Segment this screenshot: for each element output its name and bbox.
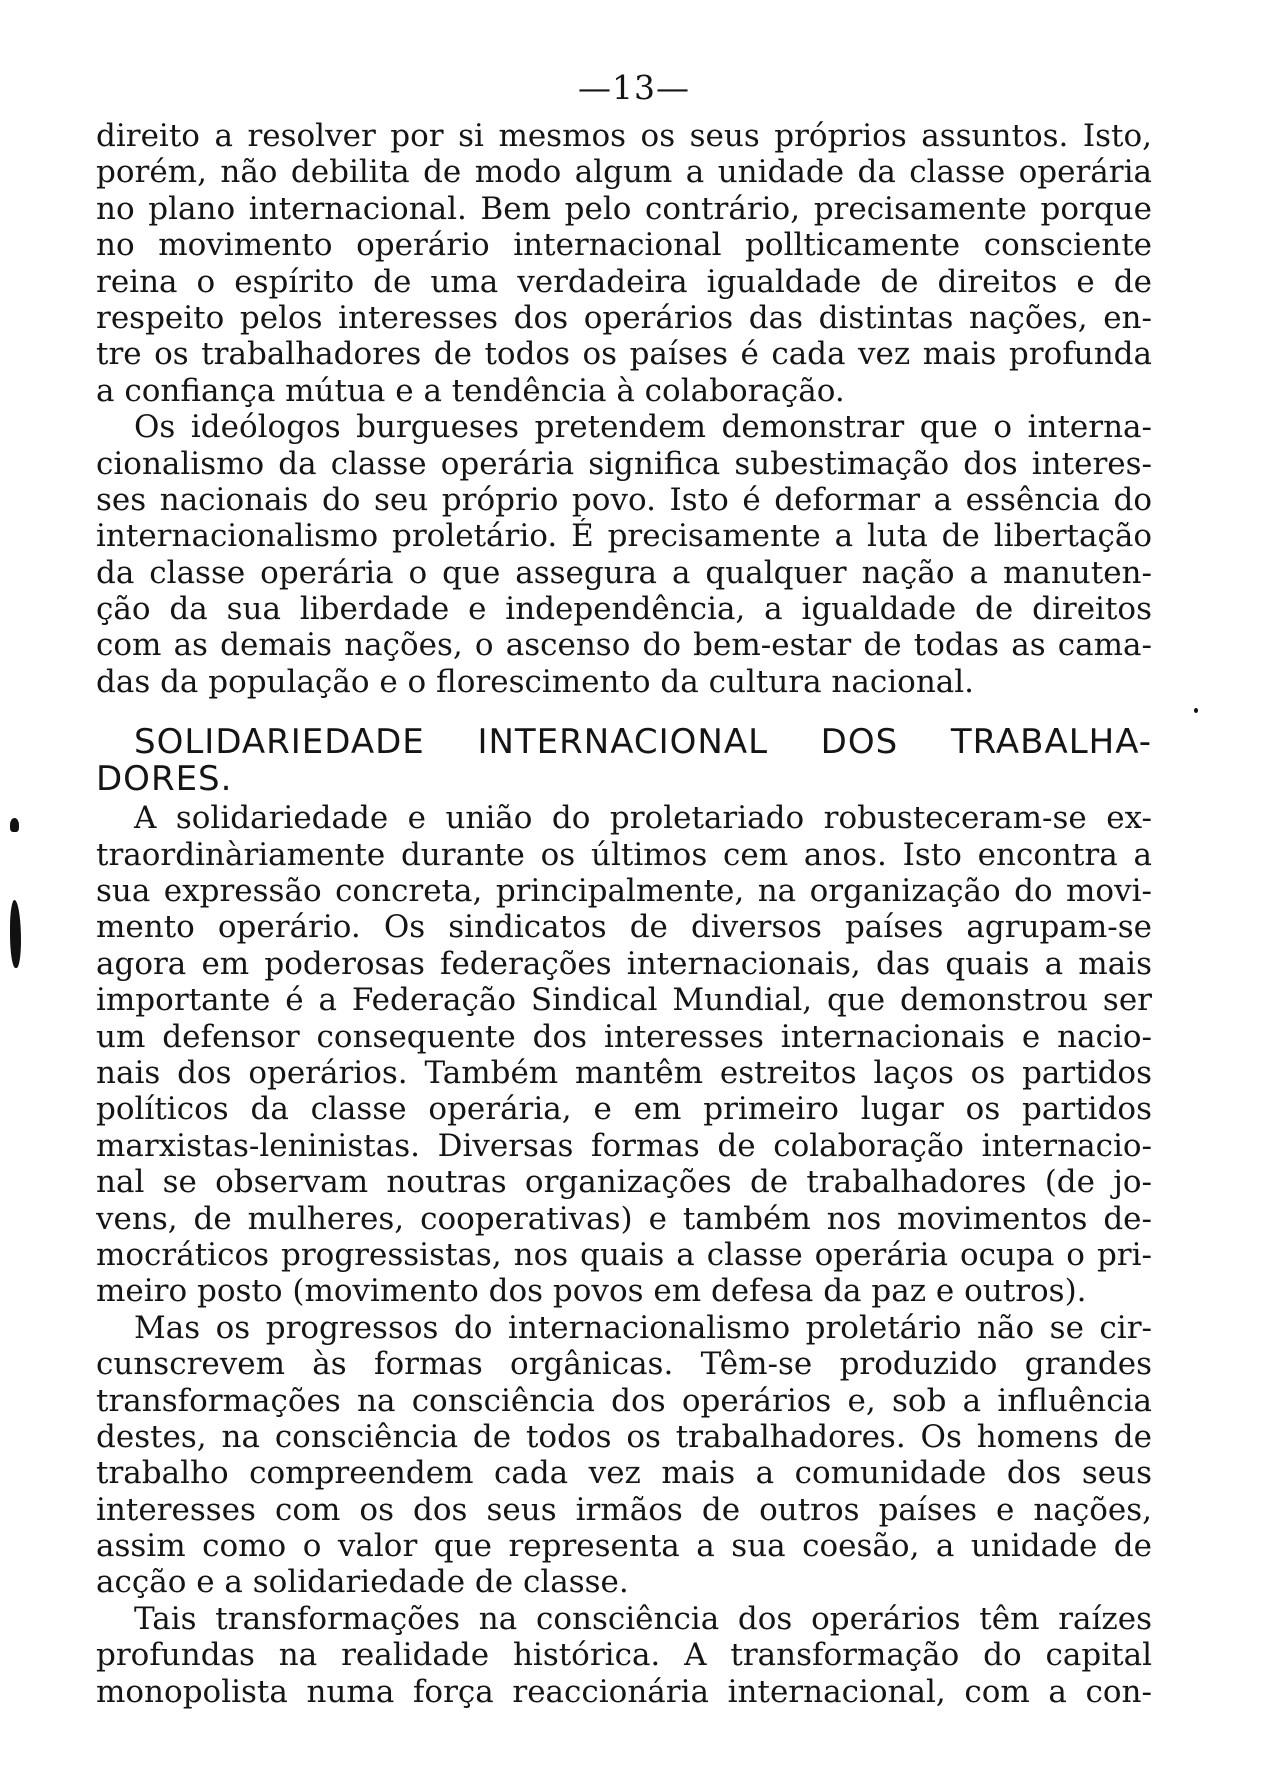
text-line: assim como o valor que representa a sua coesão, a unidade de [96,1528,1152,1565]
text-line: A solidariedade e união do proletariado robusteceram-se ex- [134,800,1152,837]
text-line: respeito pelos interesses dos operários das distintas nações, en- [96,299,1152,336]
text-line: internacionalismo proletário. É precisamente a luta de libertação [96,518,1152,555]
text-line: nal se observam noutras organizações de trabalhadores (de jo- [96,1164,1152,1201]
text-line: com as demais nações, o ascenso do bem-estar de todas as cama- [96,627,1152,664]
text-line: cionalismo da classe operária significa subestimação dos interes- [96,445,1152,482]
margin-speck-right [1194,708,1198,713]
text-line: mento operário. Os sindicatos de diversos países agrupam-se [96,909,1152,946]
heading-line: DORES. [96,761,233,799]
paragraph [96,1601,1152,1710]
text-line: Mas os progressos do internacionalismo proletário não se cir- [134,1309,1152,1346]
text-line: interesses com os dos seus irmãos de outros países e nações, [96,1491,1152,1528]
text-line: no plano internacional. Bem pelo contrário, precisamente porque [96,190,1152,227]
document-page [96,58,1152,1710]
text-line: destes, na consciência de todos os trabalhadores. Os homens de [96,1418,1152,1455]
text-line: Os ideólogos burgueses pretendem demonstrar que o interna- [134,409,1152,446]
text-line: marxistas-leninistas. Diversas formas de colaboração internacio- [96,1127,1152,1164]
text-line: mocráticos progressistas, nos quais a classe operária ocupa o pri- [96,1236,1152,1273]
text-line: importante é a Federação Sindical Mundial, que demonstrou ser [96,982,1152,1019]
text-line: no movimento operário internacional pollticamente consciente [96,227,1152,264]
text-line: políticos da classe operária, e em primeiro lugar os partidos [96,1091,1152,1128]
text-line: trabalho compreendem cada vez mais a comunidade dos seus [96,1455,1152,1492]
text-line: tre os trabalhadores de todos os países é cada vez mais profunda [96,336,1152,373]
section-heading [96,724,1152,798]
heading-line: SOLIDARIEDADE INTERNACIONAL DOS TRABALHA- [134,724,1152,762]
text-line: um defensor consequente dos interesses internacionais e nacio- [96,1018,1152,1055]
text-line: traordinàriamente durante os últimos cem anos. Isto encontra a [96,836,1152,873]
text-line: ção da sua liberdade e independência, a igualdade de direitos [96,591,1152,628]
text-line: acção e a solidariedade de classe. [96,1564,629,1601]
text-line: meiro posto (movimento dos povos em defesa da paz e outros). [96,1273,1087,1310]
text-line: agora em poderosas federações internacionais, das quais a mais [96,945,1152,982]
page-number: —13— [578,68,690,107]
text-line: reina o espírito de uma verdadeira igualdade de direitos e de [96,263,1152,300]
text-line: vens, de mulheres, cooperativas) e também nos movimentos de- [96,1200,1152,1237]
paragraph [96,800,1152,1309]
text-line: da classe operária o que assegura a qualquer nação a manuten- [96,554,1152,591]
text-line: ses nacionais do seu próprio povo. Isto é deformar a essência do [96,481,1152,518]
text-line: direito a resolver por si mesmos os seus próprios assuntos. Isto, [96,118,1152,154]
intro-text [96,118,1152,700]
paragraph [96,118,1152,409]
text-line: nais dos operários. Também mantêm estreitos laços os partidos [96,1054,1152,1091]
text-line: transformações na consciência dos operários e, sob a influência [96,1382,1152,1419]
paragraph [96,409,1152,700]
text-line: sua expressão concreta, principalmente, na organização do movi- [96,873,1152,910]
margin-mark-top [10,818,19,832]
section-text [96,800,1152,1710]
text-line: Tais transformações na consciência dos operários têm raízes [134,1600,1152,1637]
text-line: monopolista numa força reaccionária internacional, com a con- [96,1673,1152,1710]
text-line: profundas na realidade histórica. A transformação do capital [96,1637,1152,1674]
paragraph [96,1310,1152,1601]
margin-mark-bottom [10,900,21,968]
text-line: porém, não debilita de modo algum a unidade da classe operária [96,154,1152,191]
text-line: cunscrevem às formas orgânicas. Têm-se produzido grandes [96,1346,1152,1383]
text-line: das da população e o florescimento da cultura nacional. [96,663,975,700]
text-line: a confiança mútua e a tendência à colaboração. [96,372,845,409]
